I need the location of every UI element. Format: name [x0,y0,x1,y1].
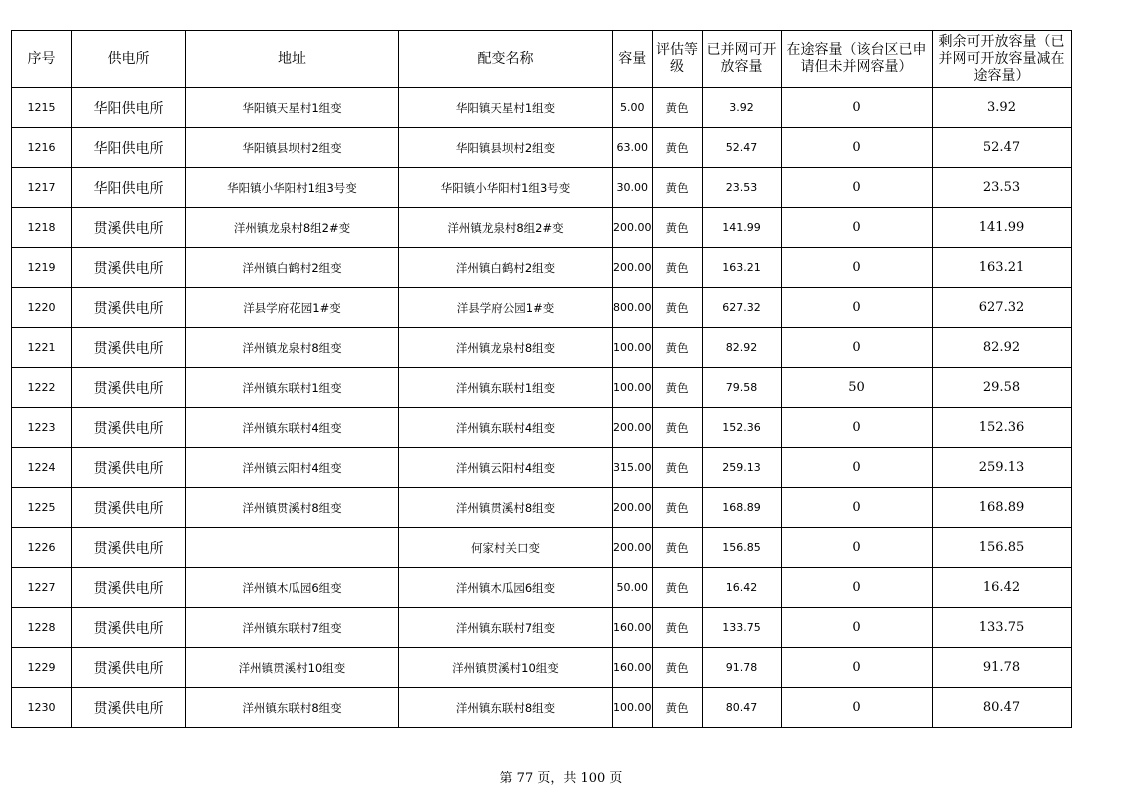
cell-capacity: 200.00 [613,528,653,568]
cell-capacity: 100.00 [613,368,653,408]
capacity-table [11,30,1072,728]
cell-pending-capacity: 0 [781,288,932,328]
cell-transformer-name: 洋州镇龙泉村8组2#变 [399,208,613,248]
cell-capacity: 315.00 [613,448,653,488]
table-row [12,528,1072,568]
cell-level: 黄色 [652,608,702,648]
cell-remaining-capacity: 82.92 [932,328,1071,368]
cell-capacity: 50.00 [613,568,653,608]
cell-remaining-capacity: 152.36 [932,408,1071,448]
cell-transformer-name: 洋州镇东联村7组变 [399,608,613,648]
table-row [12,288,1072,328]
cell-address: 洋州镇龙泉村8组2#变 [186,208,399,248]
cell-no: 1230 [12,688,72,728]
cell-capacity: 200.00 [613,208,653,248]
cell-remaining-capacity: 29.58 [932,368,1071,408]
header-capacity: 容量 [613,31,653,88]
cell-pending-capacity: 0 [781,328,932,368]
cell-address: 洋州镇东联村7组变 [186,608,399,648]
cell-remaining-capacity: 23.53 [932,168,1071,208]
cell-pending-capacity: 0 [781,488,932,528]
cell-transformer-name: 洋州镇东联村8组变 [399,688,613,728]
cell-office: 贯溪供电所 [72,568,186,608]
cell-office: 贯溪供电所 [72,328,186,368]
cell-transformer-name: 洋州镇木瓜园6组变 [399,568,613,608]
cell-office: 贯溪供电所 [72,208,186,248]
cell-connected-capacity: 16.42 [702,568,781,608]
cell-pending-capacity: 0 [781,168,932,208]
header-connected-capacity: 已并网可开放容量 [702,31,781,88]
cell-connected-capacity: 163.21 [702,248,781,288]
cell-connected-capacity: 156.85 [702,528,781,568]
cell-address: 洋州镇白鹤村2组变 [186,248,399,288]
table-row [12,128,1072,168]
table-row [12,248,1072,288]
cell-address: 洋州镇东联村8组变 [186,688,399,728]
cell-address: 华阳镇小华阳村1组3号变 [186,168,399,208]
cell-connected-capacity: 259.13 [702,448,781,488]
cell-level: 黄色 [652,648,702,688]
cell-connected-capacity: 627.32 [702,288,781,328]
cell-connected-capacity: 141.99 [702,208,781,248]
cell-pending-capacity: 0 [781,408,932,448]
cell-office: 贯溪供电所 [72,608,186,648]
cell-no: 1226 [12,528,72,568]
cell-address: 华阳镇天星村1组变 [186,88,399,128]
table-row [12,408,1072,448]
cell-office: 贯溪供电所 [72,688,186,728]
cell-address: 洋州镇龙泉村8组变 [186,328,399,368]
cell-no: 1219 [12,248,72,288]
cell-no: 1217 [12,168,72,208]
cell-address: 洋州镇云阳村4组变 [186,448,399,488]
cell-capacity: 200.00 [613,488,653,528]
cell-transformer-name: 华阳镇县坝村2组变 [399,128,613,168]
cell-office: 华阳供电所 [72,168,186,208]
cell-no: 1215 [12,88,72,128]
cell-no: 1222 [12,368,72,408]
cell-office: 华阳供电所 [72,128,186,168]
cell-level: 黄色 [652,168,702,208]
cell-no: 1223 [12,408,72,448]
cell-capacity: 63.00 [613,128,653,168]
cell-office: 贯溪供电所 [72,528,186,568]
cell-office: 贯溪供电所 [72,288,186,328]
cell-no: 1220 [12,288,72,328]
cell-pending-capacity: 0 [781,128,932,168]
cell-connected-capacity: 3.92 [702,88,781,128]
cell-remaining-capacity: 91.78 [932,648,1071,688]
cell-pending-capacity: 0 [781,208,932,248]
table-row [12,88,1072,128]
header-pending-capacity: 在途容量（该台区已申请但未并网容量） [781,31,932,88]
cell-level: 黄色 [652,368,702,408]
table-row [12,608,1072,648]
header-office: 供电所 [72,31,186,88]
cell-address: 洋州镇东联村4组变 [186,408,399,448]
cell-transformer-name: 华阳镇天星村1组变 [399,88,613,128]
cell-level: 黄色 [652,528,702,568]
cell-connected-capacity: 23.53 [702,168,781,208]
cell-office: 华阳供电所 [72,88,186,128]
header-no: 序号 [12,31,72,88]
cell-transformer-name: 洋州镇贯溪村10组变 [399,648,613,688]
cell-level: 黄色 [652,128,702,168]
cell-pending-capacity: 0 [781,688,932,728]
cell-capacity: 160.00 [613,608,653,648]
cell-no: 1227 [12,568,72,608]
cell-address [186,528,399,568]
cell-level: 黄色 [652,208,702,248]
cell-remaining-capacity: 141.99 [932,208,1071,248]
cell-remaining-capacity: 3.92 [932,88,1071,128]
cell-pending-capacity: 0 [781,568,932,608]
cell-office: 贯溪供电所 [72,408,186,448]
cell-office: 贯溪供电所 [72,488,186,528]
header-remaining-capacity: 剩余可开放容量（已并网可开放容量减在途容量） [932,31,1071,88]
cell-office: 贯溪供电所 [72,648,186,688]
cell-pending-capacity: 0 [781,648,932,688]
cell-pending-capacity: 0 [781,448,932,488]
cell-level: 黄色 [652,248,702,288]
cell-remaining-capacity: 52.47 [932,128,1071,168]
cell-address: 华阳镇县坝村2组变 [186,128,399,168]
cell-address: 洋州镇贯溪村8组变 [186,488,399,528]
cell-connected-capacity: 168.89 [702,488,781,528]
cell-capacity: 800.00 [613,288,653,328]
cell-office: 贯溪供电所 [72,368,186,408]
cell-no: 1228 [12,608,72,648]
cell-capacity: 5.00 [613,88,653,128]
cell-connected-capacity: 133.75 [702,608,781,648]
cell-level: 黄色 [652,448,702,488]
cell-transformer-name: 洋县学府公园1#变 [399,288,613,328]
cell-no: 1218 [12,208,72,248]
cell-remaining-capacity: 80.47 [932,688,1071,728]
cell-no: 1229 [12,648,72,688]
table-row [12,168,1072,208]
table-row [12,208,1072,248]
header-address: 地址 [186,31,399,88]
cell-remaining-capacity: 627.32 [932,288,1071,328]
cell-transformer-name: 何家村关口变 [399,528,613,568]
cell-no: 1221 [12,328,72,368]
cell-remaining-capacity: 259.13 [932,448,1071,488]
table-row [12,488,1072,528]
cell-transformer-name: 洋州镇贯溪村8组变 [399,488,613,528]
cell-remaining-capacity: 16.42 [932,568,1071,608]
cell-office: 贯溪供电所 [72,248,186,288]
table-row [12,688,1072,728]
cell-no: 1216 [12,128,72,168]
cell-pending-capacity: 0 [781,608,932,648]
cell-pending-capacity: 50 [781,368,932,408]
table-row [12,328,1072,368]
cell-level: 黄色 [652,88,702,128]
cell-pending-capacity: 0 [781,528,932,568]
cell-transformer-name: 洋州镇云阳村4组变 [399,448,613,488]
cell-remaining-capacity: 156.85 [932,528,1071,568]
header-level: 评估等级 [652,31,702,88]
cell-level: 黄色 [652,288,702,328]
cell-level: 黄色 [652,488,702,528]
table-row [12,568,1072,608]
cell-connected-capacity: 82.92 [702,328,781,368]
cell-connected-capacity: 79.58 [702,368,781,408]
cell-remaining-capacity: 133.75 [932,608,1071,648]
cell-address: 洋州镇贯溪村10组变 [186,648,399,688]
cell-capacity: 200.00 [613,248,653,288]
cell-capacity: 30.00 [613,168,653,208]
cell-connected-capacity: 91.78 [702,648,781,688]
cell-level: 黄色 [652,688,702,728]
cell-level: 黄色 [652,568,702,608]
cell-remaining-capacity: 163.21 [932,248,1071,288]
cell-pending-capacity: 0 [781,88,932,128]
header-row [12,31,1072,88]
cell-capacity: 100.00 [613,688,653,728]
cell-no: 1225 [12,488,72,528]
cell-transformer-name: 洋州镇龙泉村8组变 [399,328,613,368]
cell-connected-capacity: 52.47 [702,128,781,168]
cell-no: 1224 [12,448,72,488]
cell-transformer-name: 洋州镇东联村4组变 [399,408,613,448]
table-row [12,648,1072,688]
table-row [12,368,1072,408]
cell-address: 洋州镇东联村1组变 [186,368,399,408]
cell-capacity: 160.00 [613,648,653,688]
cell-connected-capacity: 152.36 [702,408,781,448]
cell-capacity: 200.00 [613,408,653,448]
cell-office: 贯溪供电所 [72,448,186,488]
cell-remaining-capacity: 168.89 [932,488,1071,528]
cell-pending-capacity: 0 [781,248,932,288]
cell-address: 洋县学府花园1#变 [186,288,399,328]
page-number: 第 77 页，共 100 页 [499,771,623,786]
cell-transformer-name: 华阳镇小华阳村1组3号变 [399,168,613,208]
cell-level: 黄色 [652,328,702,368]
cell-level: 黄色 [652,408,702,448]
cell-capacity: 100.00 [613,328,653,368]
cell-transformer-name: 洋州镇东联村1组变 [399,368,613,408]
cell-address: 洋州镇木瓜园6组变 [186,568,399,608]
cell-connected-capacity: 80.47 [702,688,781,728]
cell-transformer-name: 洋州镇白鹤村2组变 [399,248,613,288]
header-transformer-name: 配变名称 [399,31,613,88]
table-row [12,448,1072,488]
